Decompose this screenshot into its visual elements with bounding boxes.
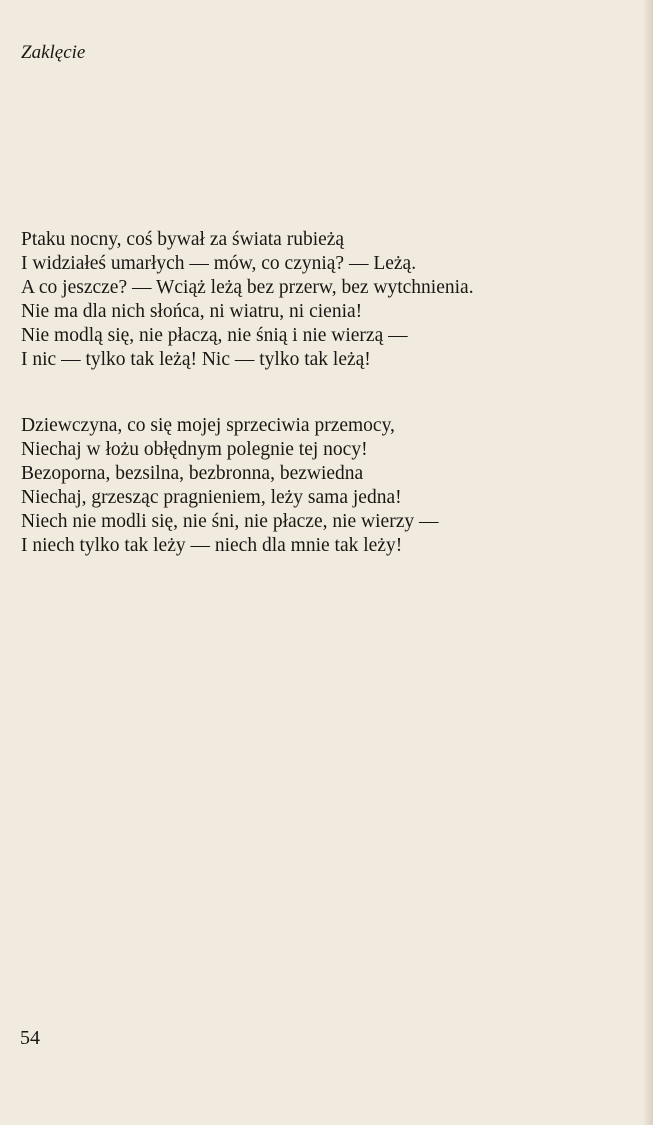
stanza-1 bbox=[21, 228, 474, 372]
verse-line: Ptaku nocny, coś bywał za świata rubieżą bbox=[21, 229, 345, 250]
verse-line: Nie modlą się, nie płaczą, nie śnią i nie wierzą — bbox=[21, 325, 408, 346]
page-number: 54 bbox=[20, 1027, 40, 1049]
verse-line: I nic — tylko tak leżą! Nic — tylko tak leżą! bbox=[21, 349, 371, 370]
verse-line: Niechaj, grzesząc pragnieniem, leży sama jedna! bbox=[21, 487, 402, 508]
verse-line: Niech nie modli się, nie śni, nie płacze, nie wierzy — bbox=[21, 511, 439, 532]
verse-line: Nie ma dla nich słońca, ni wiatru, ni cienia! bbox=[21, 301, 363, 322]
verse-line: Dziewczyna, co się mojej sprzeciwia przemocy, bbox=[21, 415, 395, 436]
poem-title: Zaklęcie bbox=[21, 42, 86, 63]
stanza-2 bbox=[21, 414, 439, 558]
verse-line: Niechaj w łożu obłędnym polegnie tej nocy! bbox=[21, 439, 368, 460]
page-edge-shadow bbox=[643, 0, 653, 1125]
verse-line: I widziałeś umarłych — mów, co czynią? — Leżą. bbox=[21, 253, 417, 274]
verse-line: Bezoporna, bezsilna, bezbronna, bezwiedna bbox=[21, 463, 364, 484]
verse-line: I niech tylko tak leży — niech dla mnie tak leży! bbox=[21, 535, 403, 556]
verse-line: A co jeszcze? — Wciąż leżą bez przerw, bez wytchnienia. bbox=[21, 277, 474, 298]
